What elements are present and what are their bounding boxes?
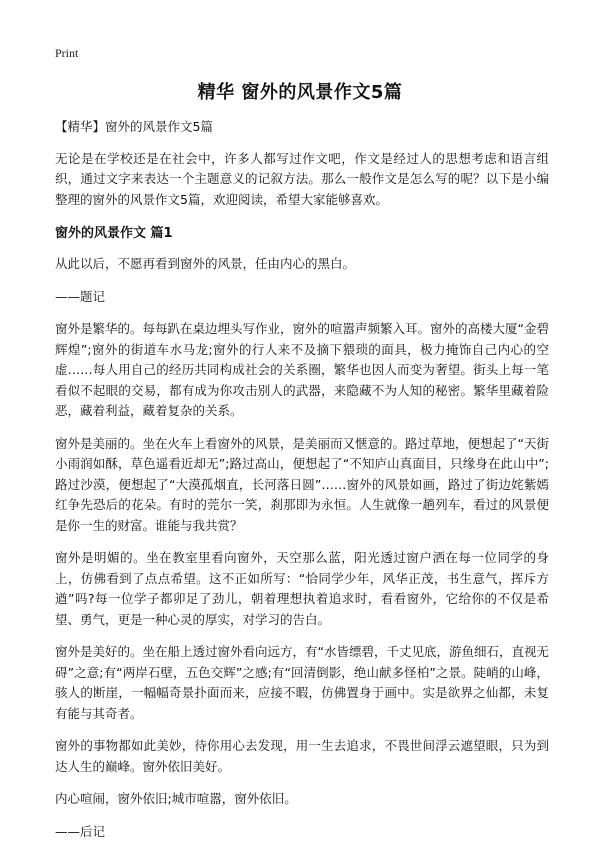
print-link[interactable]: Print — [55, 46, 79, 60]
paragraph: 窗外是繁华的。每每趴在桌边埋头写作业，窗外的喧嚣声频繁入耳。窗外的高楼大厦“金碧辉煌”;窗外的街道车水马龙;窗外的行人来不及摘下猥琐的面具，极力掩饰自己内心的空虚……每人用自己的经历共同构成社会的关系圈，繁华也因人而变为奢望。街头上每一笔看似不起眼的交易，都有成为你攻击别人的武器，来隐藏不为人知的秘密。繁华里藏着险恶，藏着利益，藏着复杂的关系。 — [55, 321, 549, 418]
paragraph: 窗外的事物都如此美妙，待你用心去发现，用一生去追求，不畏世间浮云遮望眼，只为到达人生的巅峰。窗外依旧美好。 — [55, 738, 549, 774]
paragraph: 窗外是明媚的。坐在教室里看向窗外，天空那么蓝，阳光透过窗户洒在每一位同学的身上，仿佛看到了点点希望。这不正如所写：“恰同学少年，风华正茂，书生意气，挥斥方遒”吗?每一位学子都卯足了劲儿，朝着理想执着追求时，看看窗外，它给你的不仅是希望、勇气，更是一种心灵的厚实，对学习的告白。 — [55, 550, 549, 627]
postscript: ——后记 — [55, 823, 106, 839]
paragraph: 从此以后，不愿再看到窗外的风景，任由内心的黑白。 — [55, 256, 356, 271]
section-heading: 窗外的风景作文 篇1 — [55, 226, 173, 241]
intro-paragraph: 无论是在学校还是在社会中，许多人都写过作文吧，作文是经过人的思想考虑和语言组织，通过文字来表达一个主题意义的记叙方法。那么一般作文是怎么写的呢？以下是小编整理的窗外的风景作文5篇，欢迎阅读，希望大家能够喜欢。 — [55, 150, 549, 207]
paragraph: 窗外是美丽的。坐在火车上看窗外的风景，是美丽而又惬意的。路过草地，便想起了“天街小雨润如酥，草色遥看近却无”;路过高山，便想起了“不知庐山真面目，只缘身在此山中”;路过沙漠，便想起了“大漠孤烟直，长河落日圆”……窗外的风景如画，路过了街边姹紫嫣红争先恐后的花朵。有时的莞尔一笑，刹那即为永恒。人生就像一趟列车，看过的风景便是你一生的财富。谁能与我共赏？ — [55, 435, 549, 533]
paragraph: 内心喧闹，窗外依旧;城市喧嚣，窗外依旧。 — [55, 791, 297, 806]
paragraph: 窗外是美好的。坐在船上透过窗外看向远方，有“水皆缥碧，千丈见底，游鱼细石，直视无碍”之意;有“两岸石壁，五色交辉”之感;有“回清倒影，绝山献多怪柏”之景。陡峭的山峰，骇人的断崖，一幅幅奇景扑面而来，应接不暇，仿佛置身于画中。实是欲界之仙都，未复有能与其奇者。 — [55, 644, 549, 721]
page-title: 精华 窗外的风景作文5篇 — [197, 82, 403, 103]
article-subtitle: 【精华】窗外的风景作文5篇 — [55, 119, 213, 134]
article-body — [55, 117, 549, 854]
epigraph: ——题记 — [55, 288, 106, 304]
